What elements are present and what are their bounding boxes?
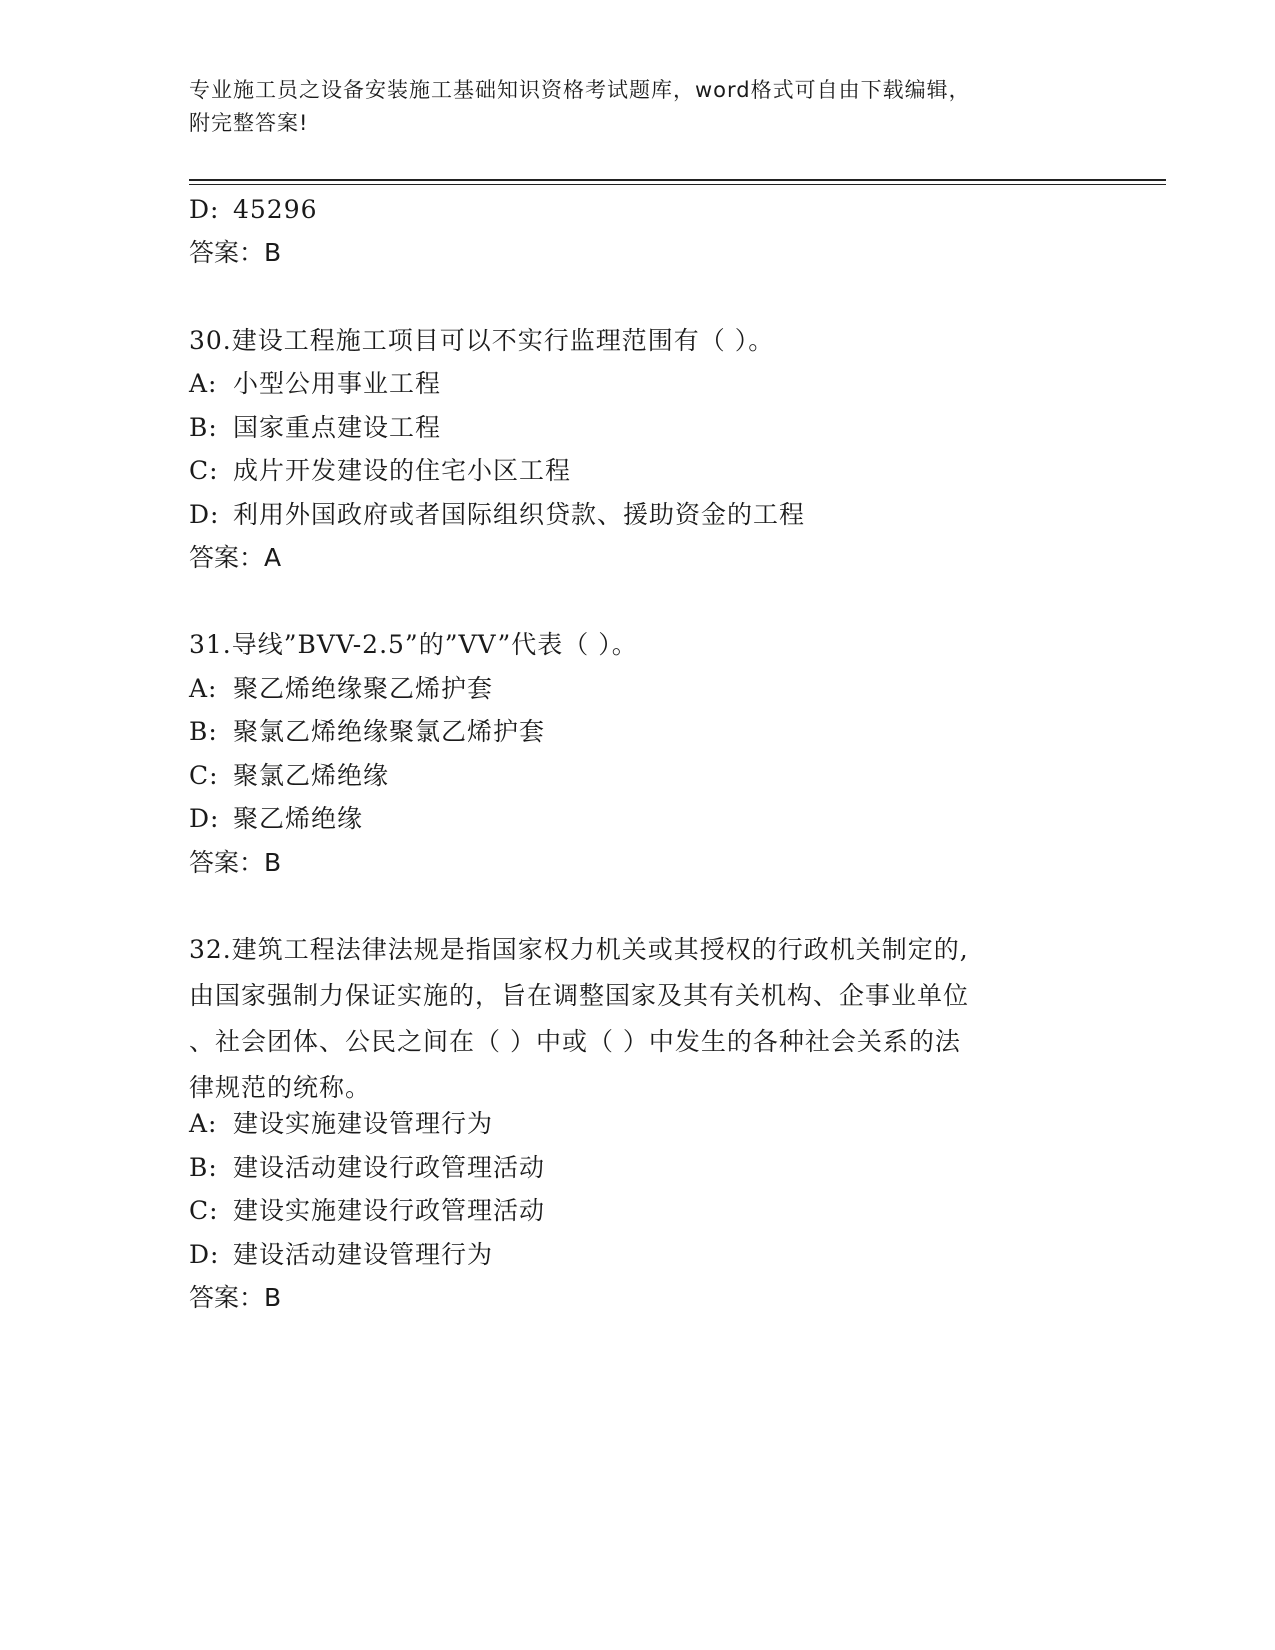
question-32-answer: 答案：B xyxy=(189,1283,282,1312)
question-30-option-c xyxy=(189,456,571,486)
option-key: A: xyxy=(189,369,218,398)
question-30-option-a xyxy=(189,369,441,399)
question-31-answer: 答案：B xyxy=(189,848,282,877)
option-text: 建设实施建设管理行为 xyxy=(233,1109,494,1138)
option-text: 建设实施建设行政管理活动 xyxy=(233,1196,546,1225)
question-31-option-b xyxy=(189,717,545,747)
option-key: D: xyxy=(189,804,220,833)
option-key: B: xyxy=(189,1153,218,1182)
option-key: A: xyxy=(189,674,218,703)
question-32-option-b xyxy=(189,1153,545,1183)
option-text: 聚乙烯绝缘 xyxy=(233,804,364,833)
option-d-prev xyxy=(189,195,318,225)
option-text: 建设活动建设行政管理活动 xyxy=(233,1153,546,1182)
option-key: C: xyxy=(189,761,219,790)
answer-prev: 答案：B xyxy=(189,238,282,267)
option-text: 利用外国政府或者国际组织贷款、援助资金的工程 xyxy=(233,500,806,529)
option-text: 聚乙烯绝缘聚乙烯护套 xyxy=(233,674,494,703)
stem-line: 律规范的统称。 xyxy=(189,1073,372,1102)
option-key: C: xyxy=(189,456,219,485)
header-line-1: 专业施工员之设备安装施工基础知识资格考试题库，word格式可自由下载编辑， xyxy=(189,78,971,102)
document-header xyxy=(189,74,1089,140)
option-key: D: xyxy=(189,1240,220,1269)
option-key: D: xyxy=(189,195,220,224)
option-text: 45296 xyxy=(233,195,318,224)
header-line-2: 附完整答案! xyxy=(189,111,309,135)
stem-line: 、社会团体、公民之间在（ ）中或（ ）中发生的各种社会关系的法 xyxy=(189,1027,961,1056)
question-30-answer: 答案：A xyxy=(189,543,282,572)
question-32-option-d xyxy=(189,1240,493,1270)
question-31-option-a xyxy=(189,674,493,704)
option-key: B: xyxy=(189,413,218,442)
option-key: C: xyxy=(189,1196,219,1225)
option-text: 小型公用事业工程 xyxy=(233,369,442,398)
option-text: 成片开发建设的住宅小区工程 xyxy=(233,456,572,485)
question-31-stem: 31.导线”BVV-2.5”的”VV”代表（ ）。 xyxy=(189,630,638,659)
option-text: 聚氯乙烯绝缘 xyxy=(233,761,390,790)
header-divider-thin xyxy=(189,184,1166,185)
question-30-option-b xyxy=(189,413,441,443)
option-key: D: xyxy=(189,500,220,529)
header-divider-thick xyxy=(189,179,1166,181)
question-32-option-a xyxy=(189,1109,493,1139)
question-32-stem xyxy=(189,927,1069,1111)
question-31-option-d xyxy=(189,804,363,834)
option-text: 国家重点建设工程 xyxy=(233,413,442,442)
question-30-stem: 30.建设工程施工项目可以不实行监理范围有（ ）。 xyxy=(189,326,775,355)
question-31-option-c xyxy=(189,761,389,791)
stem-line: 由国家强制力保证实施的，旨在调整国家及其有关机构、企事业单位 xyxy=(189,981,970,1010)
option-text: 聚氯乙烯绝缘聚氯乙烯护套 xyxy=(233,717,546,746)
question-30-option-d xyxy=(189,500,805,530)
option-key: B: xyxy=(189,717,218,746)
stem-line: 32.建筑工程法律法规是指国家权力机关或其授权的行政机关制定的, xyxy=(189,935,969,964)
option-key: A: xyxy=(189,1109,218,1138)
option-text: 建设活动建设管理行为 xyxy=(233,1240,494,1269)
question-32-option-c xyxy=(189,1196,545,1226)
